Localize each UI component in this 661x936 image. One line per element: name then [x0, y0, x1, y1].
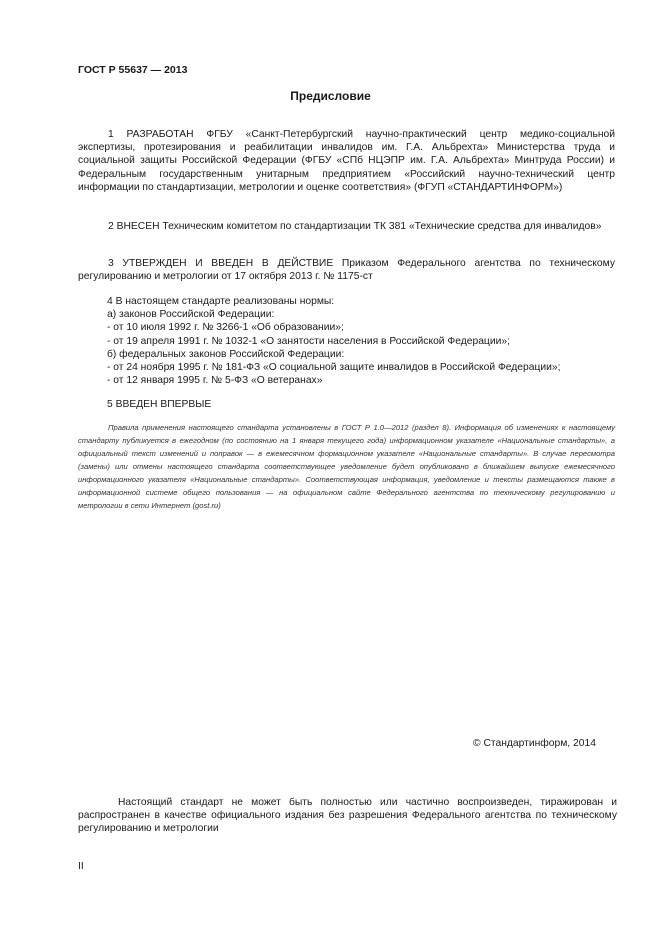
- page-title: Предисловие: [290, 89, 371, 103]
- list-item: а) законов Российской Федерации:: [107, 309, 275, 321]
- list-item: 4 В настоящем стандарте реализованы нормы:: [107, 296, 335, 307]
- application-note: Правила применения настоящего стандарта установлены в ГОСТ Р 1.0—2012 (раздел 8). Информация об изменениях к настоящему стандарту публикуется в ежегодном (по состоянию на 1 января текущего года) информационном указателе «Национальные стандарты», а официальный текст изменений и поправок — в ежемесячном формационном указателе «Национальные стандарты». В случае пересмотра (замены) или отмены настоящего стандарта соответствующее уведомление будет опубликовано в ближайшем выпуске ежемесячного информационного указателя «Национальные стандарты». Соответствующая информация, уведомление и тексты размещаются также в информационной системе общего пользования — на официальном сайте Федерального агентства по техническому регулированию и метрологии в сети Интернет (gost.ru): [78, 423, 615, 510]
- page-number: II: [78, 861, 84, 872]
- list-item: б) федеральных законов Российской Федерации:: [107, 348, 345, 360]
- legal-notice: Настоящий стандарт не может быть полностью или частично воспроизведен, тиражирован и распространен в качестве официального издания без разрешения Федерального агентства по техническому регулированию и метрологии: [78, 797, 617, 834]
- section-3-approved: 3 УТВЕРЖДЕН И ВВЕДЕН В ДЕЙСТВИЕ Приказом Федерального агентства по техническому регулированию и метрологии от 17 октября 2013 г. № 1175-ст: [78, 258, 615, 283]
- section-1-developer: 1 РАЗРАБОТАН ФГБУ «Санкт-Петербургский научно-практический центр медико-социальной экспертизы, протезирования и реабилитации инвалидов им. Г.А. Альбрехта» Министерства труда и социальной защиты Российской Федерации (ФГБУ «СПб НЦЭПР им. Г.А. Альбрехта» Минтруда России) и Федеральным государственным унитарным предприятием «Российский научно-технический центр информации по стандартизации, метрологии и оценке соответствия» (ФГУП «СТАНДАРТИНФОРМ»): [78, 129, 615, 193]
- section-4-norms: [107, 295, 617, 387]
- list-item: - от 12 января 1995 г. № 5-ФЗ «О ветеранах»: [107, 375, 323, 387]
- document-code: ГОСТ Р 55637 — 2013: [78, 64, 188, 76]
- section-5-introduced: 5 ВВЕДЕН ВПЕРВЫЕ: [107, 399, 212, 410]
- list-item: - от 24 ноября 1995 г. № 181-ФЗ «О социальной защите инвалидов в Российской Федерации»;: [107, 362, 561, 374]
- section-2-submitted: 2 ВНЕСЕН Техническим комитетом по стандартизации ТК 381 «Технические средства для инвалидов»: [108, 221, 602, 232]
- list-item: - от 19 апреля 1991 г. № 1032-1 «О занятости населения в Российской Федерации»;: [107, 335, 510, 347]
- copyright: © Стандартинформ, 2014: [473, 738, 596, 749]
- list-item: - от 10 июля 1992 г. № 3266-1 «Об образовании»;: [107, 322, 344, 334]
